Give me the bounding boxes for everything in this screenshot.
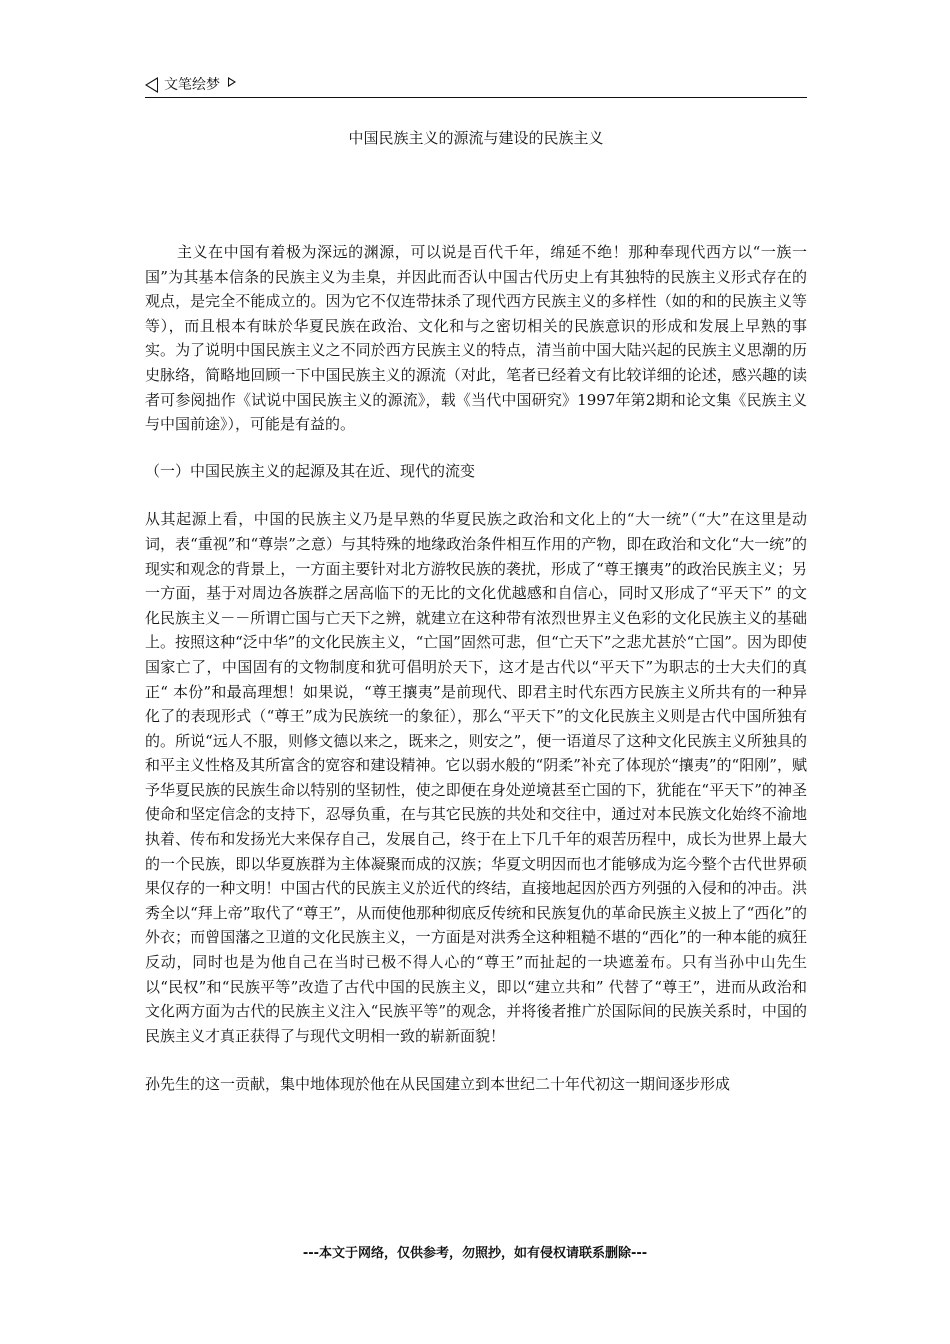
triangle-left-icon	[145, 77, 158, 93]
section-heading: （一）中国民族主义的起源及其在近、现代的流变	[145, 461, 476, 480]
header-rule	[145, 97, 807, 98]
brand	[145, 74, 236, 96]
paragraph-origins: 从其起源上看，中国的民族主义乃是早熟的华夏民族之政治和文化上的“大一统”（“大”在这里是动词，表“重视”和“尊崇”之意）与其特殊的地缘政治条件相互作用的产物，即在政治和文化“大一统”的现实和观念的背景上，一方面主要针对北方游牧民族的袭扰，形成了“尊王攘夷”的政治民族主义；另一方面，基于对周边各族群之居高临下的无比的文化优越感和自信心，同时又形成了“平天下” 的文化民族主义－－所谓亡国与亡天下之辨，就建立在这种带有浓烈世界主义色彩的文化民族主义的基础上。按照这种“泛中华”的文化民族主义，“亡国”固然可悲，但“亡天下”之悲尤甚於“亡国”。因为即使国家亡了，中国固有的文物制度和犹可倡明於天下，这才是古代以“平天下”为职志的士大夫们的真正“ 本份”和最高理想！如果说，“尊王攘夷”是前现代、即君主时代东西方民族主义所共有的一种异化了的表现形式（“尊王”成为民族统一的象征），那么“平天下”的文化民族主义则是古代中国所独有的。所说“远人不服，则修文德以来之，既来之，则安之”，便一语道尽了这种文化民族主义所独具的和平主义性格及其所富含的宽容和建设精神。它以弱水般的“阴柔”补充了体现於“攘夷”的“阳刚”，赋予华夏民族的民族生命以特别的坚韧性，使之即便在身处逆境甚至亡国的下，犹能在“平天下”的神圣使命和坚定信念的支持下，忍辱负重，在与其它民族的共处和交往中，通过对本民族文化始终不渝地执着、传布和发扬光大来保存自己，发展自己，终于在上下几千年的艰苦历程中，成长为世界上最大的一个民族，即以华夏族群为主体凝聚而成的汉族；华夏文明因而也才能够成为迄今整个古代世界硕果仅存的一种文明！中国古代的民族主义於近代的终结，直接地起因於西方列强的入侵和的冲击。洪秀全以“拜上帝”取代了“尊王”，从而使他那种彻底反传统和民族复仇的革命民族主义披上了“西化”的外衣；而曾国藩之卫道的文化民族主义，一方面是对洪秀全这种粗糙不堪的“西化”的一种本能的疯狂反动，同时也是为他自己在当时已极不得人心的“尊王”而扯起的一块遮羞布。只有当孙中山先生以“民权”和“民族平等”改造了古代中国的民族主义，即以“建立共和” 代替了“尊王”，进而从政治和文化两方面为古代的民族主义注入“民族平等”的观念，并将後者推广於国际间的民族关系时，中国的民族主义才真正获得了与现代文明相一致的崭新面貌！	[145, 510, 807, 1045]
paragraph-intro: 主义在中国有着极为深远的渊源，可以说是百代千年，绵延不绝！那种奉现代西方以“一族一国”为其基本信条的民族主义为圭臬，并因此而否认中国古代历史上有其独特的民族主义形式存在的观点，是完全不能成立的。因为它不仅连带抹杀了现代西方民族主义的多样性（如的和的民族主义等等），而且根本有昧於华夏民族在政治、文化和与之密切相关的民族意识的形成和发展上早熟的事实。为了说明中国民族主义之不同於西方民族主义的特点，清当前中国大陆兴起的民族主义思潮的历史脉络，简略地回顾一下中国民族主义的源流（对此，笔者已经着文有比较详细的论述，感兴趣的读者可参阅拙作《试说中国民族主义的源流》，载《当代中国研究》1997年第2期和论文集《民族主义与中国前途》），可能是有益的。	[145, 243, 807, 434]
brand-label: 文笔绘梦	[164, 77, 220, 93]
document-title: 中国民族主义的源流与建设的民族主义	[348, 129, 604, 147]
page-header	[145, 74, 807, 98]
triangle-right-icon	[228, 77, 236, 87]
document-body	[145, 240, 807, 1097]
paragraph-continued: 孙先生的这一贡献，集中地体现於他在从民国建立到本世纪二十年代初这一期间逐步形成	[145, 1075, 731, 1094]
footer-notice: ---本文于网络，仅供参考，勿照抄，如有侵权请联系删除---	[302, 1246, 648, 1261]
